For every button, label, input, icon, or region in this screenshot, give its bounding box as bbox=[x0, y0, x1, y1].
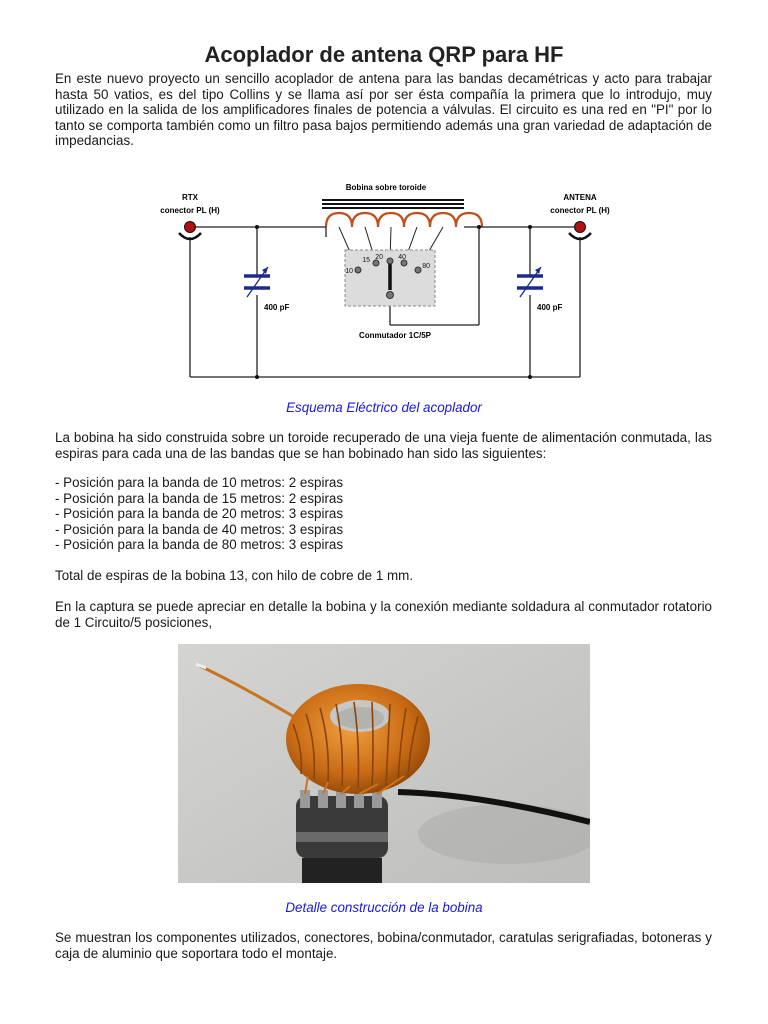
rtx-connector-icon bbox=[179, 222, 201, 240]
tap-label: 40 bbox=[398, 254, 406, 261]
components-paragraph: Se muestran los componentes utilizados, conectores, bobina/conmutador, caratulas serigrafiadas, botoneras y caja de aluminio que soportara todo el montaje. bbox=[55, 930, 712, 961]
total-turns-paragraph: Total de espiras de la bobina 13, con hilo de cobre de 1 mm. bbox=[55, 568, 414, 583]
band-list-item: - Posición para la banda de 80 metros: 3 espiras bbox=[55, 537, 344, 553]
capture-paragraph: En la captura se puede apreciar en detalle la bobina y la conexión mediante soldadura al conmutador rotatorio de 1 Circuito/5 posiciones, bbox=[55, 599, 712, 630]
rtx-connector-label: conector PL (H) bbox=[160, 206, 220, 215]
band-list-item: - Posición para la banda de 15 metros: 2 espiras bbox=[55, 490, 344, 506]
coil-label: Bobina sobre toroide bbox=[345, 183, 427, 192]
intro-paragraph: En este nuevo proyecto un sencillo acoplador de antena para las bandas decamétricas y acto para trabajar hasta 50 vatios, es del tipo Collins y se llama así por ser ésta compañía la primera que lo introdujo, muy utilizado en la salida de los amplificadores finales de potencia a válvulas. El circuito es una red en "PI" por lo tanto se comporta también como un filtro pasa bajos permitiendo además una gran variedad de adaptación de impedancias. bbox=[55, 71, 712, 149]
antenna-connector-label: conector PL (H) bbox=[550, 206, 610, 215]
tap-label: 10 bbox=[345, 268, 353, 275]
page-title: Acoplador de antena QRP para HF bbox=[204, 42, 564, 67]
band-list-item: - Posición para la banda de 20 metros: 3 espiras bbox=[55, 506, 344, 522]
band-list-item: - Posición para la banda de 10 metros: 2 espiras bbox=[55, 475, 344, 490]
tap-label: 80 bbox=[422, 263, 430, 270]
toroid-core-icon bbox=[322, 199, 464, 209]
coil-paragraph: La bobina ha sido construida sobre un toroide recuperado de una vieja fuente de alimentación conmutada, las espiras para cada una de las bandas que se han bobinado han sido las siguientes: bbox=[55, 430, 712, 461]
coil-winding-icon bbox=[326, 213, 482, 227]
band-list bbox=[55, 475, 343, 553]
antenna-connector-icon bbox=[569, 222, 591, 240]
rtx-label: RTX bbox=[182, 193, 198, 202]
switch-label: Conmutador 1C/5P bbox=[358, 331, 432, 340]
switch-common-terminal-icon bbox=[387, 292, 394, 299]
schematic-caption: Esquema Eléctrico del acoplador bbox=[286, 400, 482, 415]
photo-caption: Detalle construcción de la bobina bbox=[285, 900, 483, 915]
antenna-label: ANTENA bbox=[563, 193, 597, 202]
band-list-item: - Posición para la banda de 40 metros: 3 espiras bbox=[55, 521, 344, 537]
tap-label: 20 bbox=[375, 254, 383, 261]
circuit-schematic bbox=[150, 175, 618, 390]
cap-left-value: 400 pF bbox=[264, 303, 290, 312]
cap-right-value: 400 pF bbox=[537, 303, 563, 312]
tap-label: 15 bbox=[362, 257, 370, 264]
coil-photo bbox=[178, 644, 590, 883]
